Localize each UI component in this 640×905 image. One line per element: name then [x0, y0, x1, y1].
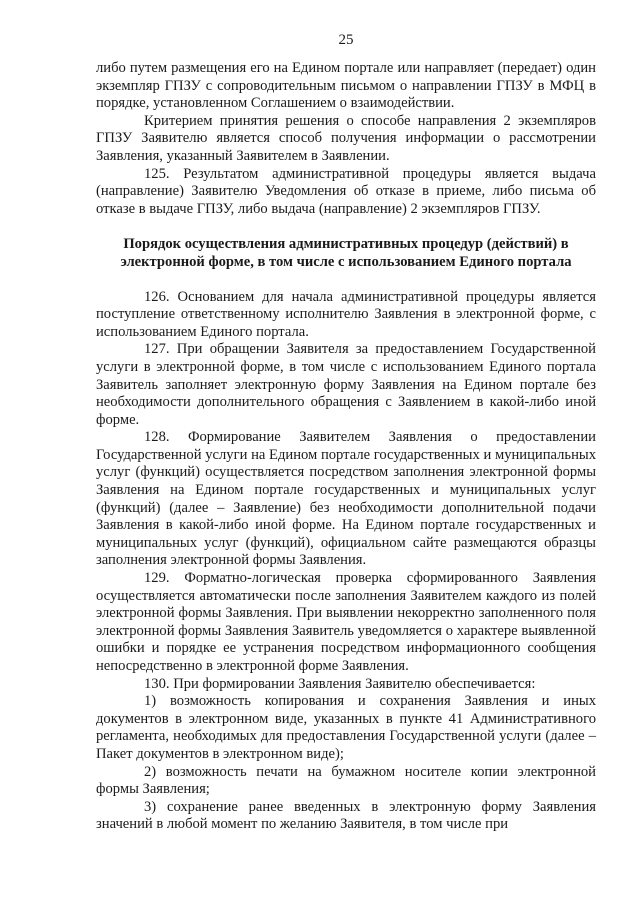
paragraph-128: 128. Формирование Заявителем Заявления о предоставлении Государственной услуги на Едином портале государственных и муниципальных услуг (функций) осуществляется посредством заполнения электронной формы Заявления на Едином портале государственных и муниципальных услуг (функций) (далее – Заявление) без необходимости дополнительной подачи Заявления в какой-либо иной форме. На Едином портале государственных и муниципальных услуг (функций), официальном сайте размещаются образцы заполнения электронной формы Заявления.	[96, 429, 596, 569]
paragraph-130: 130. При формировании Заявления Заявителю обеспечивается:	[144, 675, 536, 692]
list-item-3: 3) сохранение ранее введенных в электронную форму Заявления значений в любой момент по желанию Заявителя, в том числе при	[96, 798, 596, 833]
paragraph-129: 129. Форматно-логическая проверка сформированного Заявления осуществляется автоматически после заполнения Заявителем каждого из полей электронной формы Заявления. При выявлении некорректно заполненного поля электронной формы Заявления Заявитель уведомляется о характере выявленной ошибки и порядке ее устранения посредством информационного сообщения непосредственно в электронной форме Заявления.	[96, 570, 596, 674]
section-heading: Порядок осуществления административных процедур (действий) в электронной форме, в том числе с использованием Единого портала	[120, 236, 572, 270]
paragraph-decision-criterion: Критерием принятия решения о способе направления 2 экземпляров ГПЗУ Заявителю является способ получения информации о рассмотрении Заявления, указанный Заявителем в Заявлении.	[96, 112, 596, 164]
list-item-1: 1) возможность копирования и сохранения Заявления и иных документов в электронном виде, указанных в пункте 41 Административного регламента, необходимых для предоставления Государственной услуги (далее – Пакет документов в электронном виде);	[96, 693, 596, 762]
paragraph-continuation: либо путем размещения его на Едином портале или направляет (передает) один экземпляр ГПЗУ с сопроводительным письмом о направлении ГПЗУ в МФЦ в порядке, установленном Соглашением о взаимодействии.	[96, 60, 596, 112]
page-number: 25	[338, 32, 354, 48]
paragraph-125: 125. Результатом административной процедуры является выдача (направление) Заявителю Уведомления об отказе в приеме, либо письма об отказе в выдаче ГПЗУ, либо выдача (направление) 2 экземпляров ГПЗУ.	[96, 165, 596, 217]
document-body	[96, 60, 596, 834]
list-item-2: 2) возможность печати на бумажном носителе копии электронной формы Заявления;	[96, 763, 596, 798]
paragraph-127: 127. При обращении Заявителя за предоставлением Государственной услуги в электронной форме, в том числе с использованием Единого портала Заявитель заполняет электронную форму Заявления на Едином портале без необходимости дополнительного обращения с Заявлением в какой-либо иной форме.	[96, 341, 596, 428]
paragraph-126: 126. Основанием для начала административной процедуры является поступление ответственному исполнителю Заявления в электронной форме, с использованием Единого портала.	[96, 288, 596, 340]
